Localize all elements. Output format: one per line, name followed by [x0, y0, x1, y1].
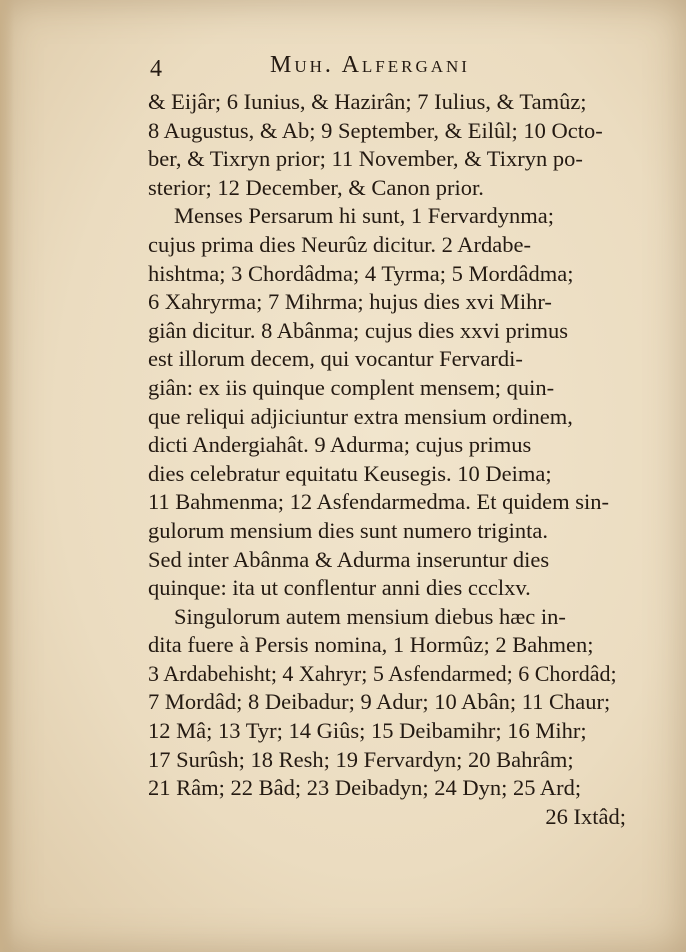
running-title: Muh. Alfergani [270, 52, 470, 78]
text-line: 6 Xahryrma; 7 Mihrma; hujus dies xvi Mihr- [148, 289, 552, 315]
text-line: 11 Bahmenma; 12 Asfendarmedma. Et quidem sin- [148, 489, 609, 515]
page-header [150, 52, 620, 86]
text-line: quinque: ita ut conflentur anni dies ccclxv. [148, 575, 531, 601]
text-line: Sed inter Abânma & Adurma inseruntur dies [148, 546, 550, 572]
text-line: 12 Mâ; 13 Tyr; 14 Giûs; 15 Deibamihr; 16 Mihr; [148, 718, 587, 744]
text-line: Singulorum autem mensium diebus hæc in- [174, 603, 566, 629]
text-line: 21 Râm; 22 Bâd; 23 Deibadyn; 24 Dyn; 25 Ard; [148, 775, 582, 801]
text-line: giân: ex iis quinque complent mensem; quin- [148, 374, 555, 400]
text-line: dita fuere à Persis nomina, 1 Hormûz; 2 Bahmen; [148, 632, 594, 658]
text-line: 26 Ixtâd; [545, 803, 626, 829]
text-line: est illorum decem, qui vocantur Fervardi- [148, 346, 523, 372]
body-text [148, 88, 626, 831]
text-line: 3 Ardabehisht; 4 Xahryr; 5 Asfendarmed; 6 Chordâd; [148, 660, 617, 686]
text-line: dies celebratur equitatu Keusegis. 10 Deima; [148, 460, 552, 486]
text-line: dicti Andergiahât. 9 Adurma; cujus primus [148, 432, 532, 458]
text-line: 17 Surûsh; 18 Resh; 19 Fervardyn; 20 Bahrâm; [148, 746, 574, 772]
text-line: & Eijâr; 6 Iunius, & Hazirân; 7 Iulius, & Tamûz; [148, 89, 587, 114]
text-line: ber, & Tixryn prior; 11 November, & Tixryn po- [148, 146, 583, 172]
text-line: cujus prima dies Neurûz dicitur. 2 Ardabe- [148, 231, 532, 257]
text-line: Menses Persarum hi sunt, 1 Fervardynma; [174, 203, 554, 229]
text-line: 7 Mordâd; 8 Deibadur; 9 Adur; 10 Abân; 11 Chaur; [148, 689, 611, 715]
text-line: que reliqui adjiciuntur extra mensium ordinem, [148, 403, 573, 429]
text-line: gulorum mensium dies sunt numero triginta. [148, 517, 548, 543]
text-line: sterior; 12 December, & Canon prior. [148, 174, 484, 200]
text-line: hishtma; 3 Chordâdma; 4 Tyrma; 5 Mordâdma; [148, 260, 574, 286]
page-gutter-shadow [0, 0, 14, 952]
text-line: 8 Augustus, & Ab; 9 September, & Eilûl; 10 Octo- [148, 117, 603, 143]
page-number: 4 [150, 56, 162, 82]
text-line: giân dicitur. 8 Abânma; cujus dies xxvi primus [148, 317, 568, 343]
